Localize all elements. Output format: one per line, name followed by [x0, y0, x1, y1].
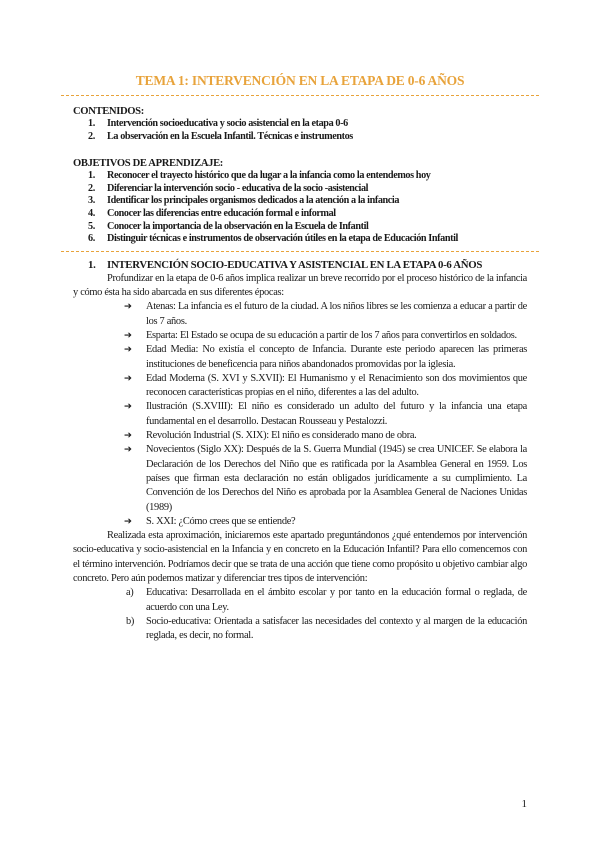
contents-item: 1. Intervención socioeducativa y socio asistencial en la etapa 0-6 [88, 118, 348, 129]
arrow-right-icon: ➔ [124, 401, 132, 413]
history-item: ➔ Edad Moderna (S. XVI y S.XVII): El Humanismo y el Renacimiento son dos movimientos que reconocen características propias en el niño, diferentes a las del adulto. [124, 372, 527, 399]
contents-item: 2. La observación en la Escuela Infantil. Técnicas e instrumentos [88, 130, 353, 142]
history-item: ➔ Esparta: El Estado se ocupa de su educación a partir de los 7 años para convertirlos en soldados. [73, 329, 527, 343]
page-number: 1 [521, 798, 527, 810]
objective-item: 5. Conocer la importancia de la observación en la Escuela de Infantil [88, 220, 369, 232]
history-item: ➔ Revolución Industrial (S. XIX): El niño es considerado mano de obra. [73, 429, 527, 443]
contents-list [73, 118, 527, 143]
history-list [73, 300, 527, 529]
objective-item: 4. Conocer las diferencias entre educación formal e informal [88, 207, 336, 219]
objective-item: 1. Reconocer el trayecto histórico que da lugar a la infancia como la entendemos hoy [88, 170, 431, 182]
objective-item: 2. Diferenciar la intervención socio - educativa de la socio -asistencial [88, 182, 369, 194]
arrow-right-icon: ➔ [124, 444, 132, 456]
section-title: 1. INTERVENCIÓN SOCIO-EDUCATIVA Y ASISTENCIAL EN LA ETAPA 0-6 AÑOS [88, 258, 483, 271]
history-item: ➔ S. XXI: ¿Cómo crees que se entiende? [73, 515, 527, 529]
intro-paragraph: Profundizar en la etapa de 0-6 años implica realizar un breve recorrido por el proceso histórico de la infancia y cómo ésta ha sido abarcada en sus diferentes épocas: [73, 272, 527, 299]
intervention-type-item: b) Socio-educativa: Orientada a satisfacer las necesidades del contexto y al margen de la educación reglada, es decir, no formal. [126, 615, 527, 642]
objective-item: 6. Distinguir técnicas e instrumentos de observación útiles en la etapa de Educación Infantil [88, 233, 458, 245]
history-item: ➔ Atenas: La infancia es el futuro de la ciudad. A los niños libres se les comienza a educar a partir de los 7 años. [124, 301, 527, 327]
history-item: ➔ Novecientos (Siglo XX): Después de la S. Guerra Mundial (1945) se crea UNICEF. Se elabora la Declaración de los Derechos del Niño que es ratificada por la Asamblea General en 1959. Los países que firman esta declaración no están obligados jurídicamente a su cumplimiento. La Convención de los Derechos del Niño es aprobada por la Asamblea General de Naciones Unidas (1989) [124, 444, 527, 513]
intervention-types-list [73, 586, 527, 643]
objective-item: 3. Identificar los principales organismos dedicados a la atención a la infancia [88, 195, 400, 207]
arrow-right-icon: ➔ [124, 515, 132, 527]
arrow-right-icon: ➔ [124, 344, 132, 356]
arrow-right-icon: ➔ [124, 430, 132, 442]
history-item: ➔ Edad Media: No existía el concepto de Infancia. Durante este periodo aparecen las primeras instituciones de beneficencia para niños abandonados promovidas por la iglesia. [124, 344, 527, 370]
arrow-right-icon: ➔ [124, 329, 132, 341]
approach-paragraph: Realizada esta aproximación, iniciaremos este apartado preguntándonos ¿qué entendemos por intervención socio-educativa y socio-asistencial en la Infancia y en concreto en la Educación Infantil? Para ello comencemos con el término intervención. Podríamos decir que se trata de una acción que tiene como propósito u objetivo cambiar algo concreto. Pero aún podemos matizar y diferenciar tres tipos de intervención: [73, 530, 527, 584]
document-title: TEMA 1: INTERVENCIÓN EN LA ETAPA DE 0-6 AÑOS [135, 73, 465, 88]
contents-heading: CONTENIDOS: [73, 106, 144, 117]
objectives-list [73, 170, 527, 246]
page-content [73, 72, 527, 643]
intervention-type-item: a) Educativa: Desarrollada en el ámbito escolar y por tanto en la educación formal o reglada, de acuerdo con una Ley. [126, 587, 527, 613]
objectives-heading: OBJETIVOS DE APRENDIZAJE: [73, 158, 223, 170]
arrow-right-icon: ➔ [124, 301, 132, 313]
arrow-right-icon: ➔ [124, 372, 132, 384]
history-item: ➔ Ilustración (S.XVIII): El niño es considerado un adulto del futuro y la infancia una etapa fundamental en el desarrollo. Destacan Rousseau y Pestalozzi. [124, 401, 527, 427]
